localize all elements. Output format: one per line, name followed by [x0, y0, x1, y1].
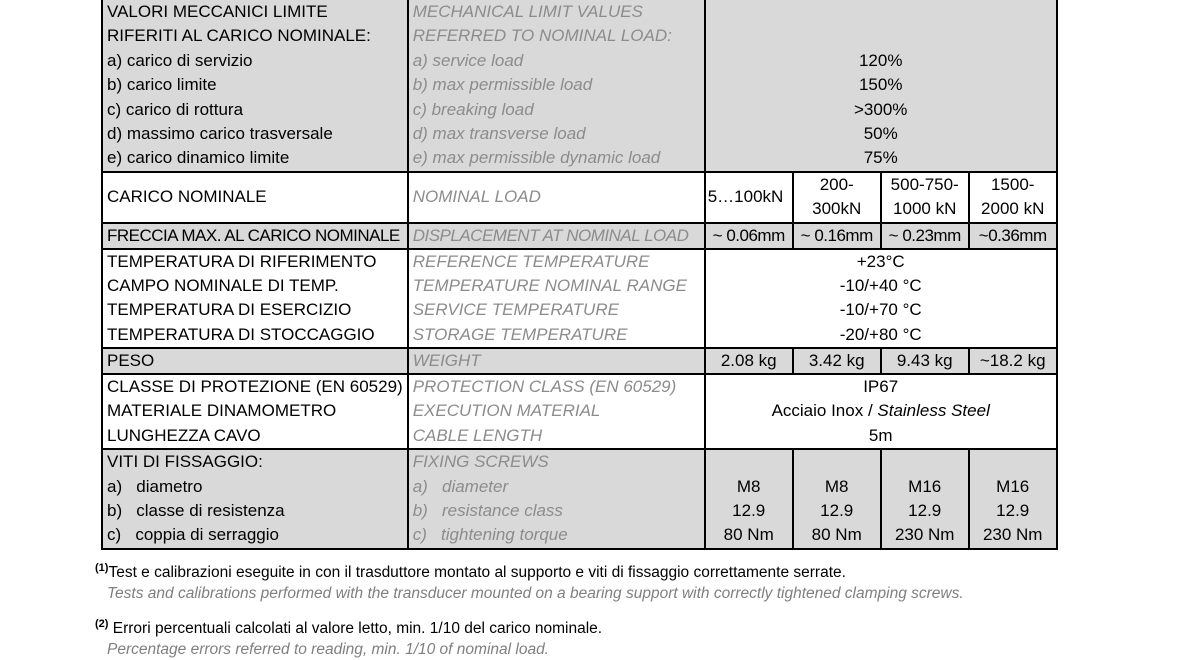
text-line: b) classe di resistenza	[107, 501, 285, 521]
text-line: a) diameter	[412, 476, 509, 496]
screws-it-cell	[102, 449, 408, 549]
row-weight	[102, 348, 1057, 374]
value-line: 120%	[858, 50, 903, 70]
screws-column-3	[881, 449, 969, 549]
cable-length: 5m	[868, 425, 893, 445]
temperature-en-cell	[408, 249, 705, 349]
spec-table	[101, 0, 1058, 550]
text-line: MECHANICAL LIMIT VALUES	[412, 2, 643, 21]
displacement-value: ~ 0.16mm	[793, 223, 881, 249]
mechanical-values-cell	[705, 0, 1057, 172]
screws-column-4	[969, 449, 1057, 549]
footnote-en: Percentage errors referred to reading, min. 1/10 of nominal load.	[107, 641, 549, 659]
footnote-mark: (1)	[95, 562, 109, 574]
value-line: M8	[824, 476, 849, 496]
displacement-en-cell: DISPLACEMENT AT NOMINAL LOAD	[408, 223, 705, 249]
text-line: REFERENCE TEMPERATURE	[412, 251, 650, 271]
text-line: b) resistance class	[412, 501, 563, 521]
footnote-1	[95, 558, 964, 604]
text-line: RIFERITI AL CARICO NOMINALE:	[107, 26, 371, 46]
value-line: 80 Nm	[811, 525, 862, 545]
text-line: d) massimo carico trasversale	[107, 123, 333, 143]
text-line: MATERIALE DINAMOMETRO	[107, 401, 337, 421]
value-line: -10/+70 °C	[839, 300, 922, 320]
text-line: PROTECTION CLASS (EN 60529)	[412, 377, 677, 397]
text-line: b) max permissible load	[412, 75, 593, 95]
text-line: c) coppia di serraggio	[107, 525, 279, 545]
text-line: STORAGE TEMPERATURE	[412, 324, 628, 344]
value-line: +23°C	[856, 251, 905, 271]
row-displacement	[102, 223, 1057, 249]
range-text: 1000 kN	[893, 199, 957, 219]
temperature-it-cell	[102, 249, 408, 349]
value-line: 75%	[863, 148, 898, 168]
text-line: FIXING SCREWS	[412, 452, 549, 472]
value-line: 80 Nm	[723, 525, 774, 545]
value-line	[886, 450, 964, 474]
displacement-value: ~0.36mm	[969, 223, 1057, 249]
text-line: CABLE LENGTH	[412, 425, 543, 445]
text-line: e) carico dinamico limite	[107, 148, 290, 168]
value-line: M16	[996, 476, 1030, 496]
value-line: 12.9	[996, 501, 1030, 521]
text-line: a) carico di servizio	[107, 50, 253, 70]
text-line: a) service load	[412, 50, 524, 70]
row-protection	[102, 374, 1057, 449]
row-nominal-load	[102, 172, 1057, 223]
text-line: c) breaking load	[412, 99, 534, 119]
text-line: TEMPERATURA DI STOCCAGGIO	[107, 324, 375, 344]
text-line: VITI DI FISSAGGIO:	[107, 452, 263, 472]
text-line: REFERRED TO NOMINAL LOAD:	[412, 26, 672, 46]
row-temperatures	[102, 249, 1057, 349]
displacement-value: ~ 0.23mm	[881, 223, 969, 249]
nominal-en-cell: NOMINAL LOAD	[408, 172, 705, 223]
row-mechanical-limits	[102, 0, 1057, 172]
mechanical-it-cell	[102, 0, 408, 172]
value-line: 12.9	[908, 501, 942, 521]
value-line: 50%	[863, 123, 898, 143]
nominal-range-3	[881, 172, 969, 223]
text-line: c) carico di rottura	[107, 99, 244, 119]
range-text: 200-	[819, 174, 854, 194]
footnote-it-text: Errori percentuali calcolati al valore letto, min. 1/10 del carico nominale.	[108, 620, 603, 638]
displacement-value: ~ 0.06mm	[705, 223, 793, 249]
value-line: M16	[908, 476, 942, 496]
value-line	[710, 450, 788, 474]
value-line	[710, 24, 1052, 48]
weight-value: ~18.2 kg	[969, 348, 1057, 374]
text-line: c) tightening torque	[412, 525, 568, 545]
value-line: 230 Nm	[894, 525, 955, 545]
text-line: CAMPO NOMINALE DI TEMP.	[107, 275, 339, 295]
footnote-2	[95, 614, 602, 660]
range-text: 500-750-	[890, 174, 959, 194]
range-text: 5…100kN	[707, 187, 784, 207]
nominal-it-cell: CARICO NOMINALE	[102, 172, 408, 223]
nominal-range-2	[793, 172, 881, 223]
range-text: 300kN	[812, 199, 862, 219]
value-line: 12.9	[732, 501, 766, 521]
value-line: 230 Nm	[982, 525, 1043, 545]
weight-en-cell: WEIGHT	[408, 348, 705, 374]
footnote-it-text: Test e calibrazioni eseguite in con il trasduttore montato al supporto e viti di fissaggio correttamente serrate.	[108, 564, 846, 582]
protection-it-cell	[102, 374, 408, 449]
text-line: b) carico limite	[107, 75, 217, 95]
screws-column-2	[793, 449, 881, 549]
value-line: >300%	[853, 99, 908, 119]
text-line: TEMPERATURE NOMINAL RANGE	[412, 275, 687, 295]
text-line: CLASSE DI PROTEZIONE (EN 60529)	[107, 377, 403, 397]
footnote-it	[95, 558, 964, 583]
value-line	[798, 450, 876, 474]
screws-column-1	[705, 449, 793, 549]
text-line: EXECUTION MATERIAL	[412, 401, 601, 421]
material-line	[710, 399, 1052, 423]
screws-en-cell	[408, 449, 705, 549]
text-line: e) max permissible dynamic load	[412, 148, 661, 168]
value-line: 150%	[858, 75, 903, 95]
material-it: Acciaio Inox /	[771, 401, 878, 421]
weight-value: 9.43 kg	[881, 348, 969, 374]
protection-values-cell	[705, 374, 1057, 449]
range-text: 2000 kN	[981, 199, 1045, 219]
weight-value: 2.08 kg	[705, 348, 793, 374]
footnote-it	[95, 614, 602, 639]
text-line: d) max transverse load	[412, 123, 586, 143]
text-line: LUNGHEZZA CAVO	[107, 425, 261, 445]
value-line: -10/+40 °C	[839, 275, 922, 295]
material-en: Stainless Steel	[877, 401, 990, 421]
nominal-range-4	[969, 172, 1057, 223]
text-line: TEMPERATURA DI ESERCIZIO	[107, 300, 352, 320]
nominal-range-1	[705, 172, 793, 223]
value-line: -20/+80 °C	[839, 324, 922, 344]
range-text: 1500-	[990, 174, 1035, 194]
weight-value: 3.42 kg	[793, 348, 881, 374]
text-line: TEMPERATURA DI RIFERIMENTO	[107, 251, 377, 271]
footnote-mark: (2)	[95, 618, 109, 630]
weight-it-cell: PESO	[102, 348, 408, 374]
temperature-values-cell	[705, 249, 1057, 349]
ip-rating: IP67	[863, 377, 899, 397]
value-line: 12.9	[820, 501, 854, 521]
text-line: a) diametro	[107, 476, 203, 496]
value-line: M8	[736, 476, 761, 496]
protection-en-cell	[408, 374, 705, 449]
row-fixing-screws	[102, 449, 1057, 549]
text-line: VALORI MECCANICI LIMITE	[107, 2, 328, 21]
value-line	[974, 450, 1052, 474]
value-line	[710, 0, 1052, 24]
footnote-en: Tests and calibrations performed with the transducer mounted on a bearing support with correctly tightened clamping screws.	[107, 585, 964, 603]
mechanical-en-cell	[408, 0, 705, 172]
text-line: SERVICE TEMPERATURE	[412, 300, 619, 320]
displacement-it-cell: FRECCIA MAX. AL CARICO NOMINALE	[102, 223, 408, 249]
